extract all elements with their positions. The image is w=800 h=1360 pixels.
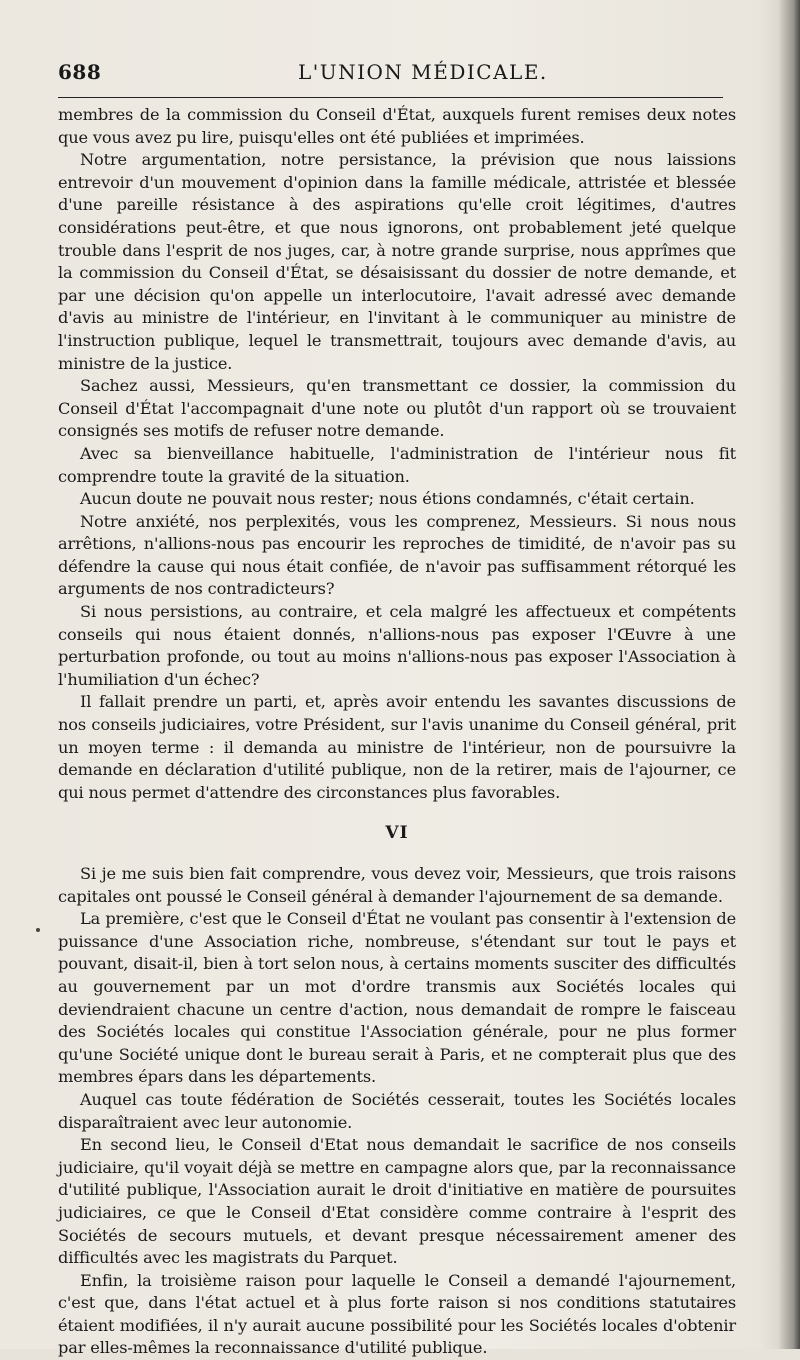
paragraph: Enfin, la troisième raison pour laquelle le Conseil a demandé l'ajournement, c'est que, dans l'état actuel et à plus forte raison si nos conditions statutaires étaient modifiées, il n'y aurait aucune possibilité pour les Sociétés locales d'obtenir par elles-mêmes la reconnaissance d'utilité publique. bbox=[58, 1270, 736, 1358]
paragraph: Si nous persistions, au contraire, et cela malgré les affectueux et compétents conseils qui nous étaient donnés, n'allions-nous pas exposer l'Œuvre à une perturbation profonde, ou tout au moins n'allions-nous pas exposer l'Association à l'humiliation d'un échec? bbox=[58, 602, 736, 689]
paragraphs-before-section bbox=[58, 104, 736, 804]
paragraph: Auquel cas toute fédération de Sociétés cesserait, toutes les Sociétés locales disparaîtraient avec leur autonomie. bbox=[58, 1089, 736, 1132]
paragraph: Si je me suis bien fait comprendre, vous devez voir, Messieurs, que trois raisons capitales ont poussé le Conseil général à demander l'ajournement de sa demande. bbox=[58, 864, 736, 906]
paragraph: Notre argumentation, notre persistance, la prévision que nous laissions entrevoir d'un mouvement d'opinion dans la famille médicale, attristée et blessée d'une pareille résistance à des aspirations qu'elle croit légitimes, d'autres considérations peut-être, et que nous ignorons, ont probablement jeté quelque trouble dans l'esprit de nos juges, car, à notre grande surprise, nous apprîmes que la commission du Conseil d'État, se désaisissant du dossier de notre demande, et par une décision qu'on appelle un interlocutoire, l'avait adressé avec demande d'avis au ministre de l'intérieur, en l'invitant à le communiquer au ministre de l'instruction publique, lequel le transmettrait, toujours avec demande d'avis, au ministre de la justice. bbox=[58, 150, 736, 373]
paragraph: En second lieu, le Conseil d'Etat nous demandait le sacrifice de nos conseils judiciaire, qu'il voyait déjà se mettre en campagne alors que, par la reconnaissance d'utilité publique, l'Association aurait le droit d'initiative en matière de poursuites judiciaires, ce que le Conseil d'Etat considère comme contraire à l'esprit des Sociétés de secours mutuels, et devant presque nécessairement amener des difficultés avec les magistrats du Parquet. bbox=[58, 1135, 736, 1268]
page-edge-shadow bbox=[778, 0, 800, 1349]
article-body bbox=[58, 104, 736, 1360]
paragraph: Notre anxiété, nos perplexités, vous les comprenez, Messieurs. Si nous nous arrêtions, n'allions-nous pas encourir les reproches de timidité, de n'avoir pas su défendre la cause qui nous était confiée, de n'avoir pas suffisamment rétorqué les arguments de nos contradicteurs? bbox=[58, 511, 736, 599]
page-number: 688 bbox=[58, 60, 102, 84]
paragraph: Aucun doute ne pouvait nous rester; nous étions condamnés, c'était certain. bbox=[80, 489, 695, 509]
paragraph: La première, c'est que le Conseil d'État ne voulant pas consentir à l'extension de puissance d'une Association riche, nombreuse, s'étendant sur tout le pays et pouvant, disait-il, bien à tort selon nous, à certains moments susciter des difficultés au gouvernement par un mot d'ordre transmis aux Sociétés locales qui deviendraient chacune un centre d'action, nous demandait de rompre le faisceau des Sociétés locales qui constitue l'Association générale, pour ne plus former qu'une Société unique dont le bureau serait à Paris, et ne compterait plus que des membres épars dans les départements. bbox=[58, 909, 736, 1087]
margin-speck bbox=[36, 928, 40, 932]
page-header bbox=[58, 60, 723, 88]
paragraphs-after-section bbox=[58, 863, 736, 1360]
paragraph: Avec sa bienveillance habituelle, l'administration de l'intérieur nous fit comprendre toute la gravité de la situation. bbox=[58, 443, 736, 486]
paragraph: membres de la commission du Conseil d'État, auxquels furent remises deux notes que vous avez pu lire, puisqu'elles ont été publiées et imprimées. bbox=[58, 105, 736, 147]
paragraph: Sachez aussi, Messieurs, qu'en transmettant ce dossier, la commission du Conseil d'État l'accompagnait d'une note ou plutôt d'un rapport où se trouvaient consignés ses motifs de refuser notre demande. bbox=[58, 376, 736, 441]
paragraph: Il fallait prendre un parti, et, après avoir entendu les savantes discussions de nos conseils judiciaires, votre Président, sur l'avis unanime du Conseil général, prit un moyen terme : il demanda au ministre de l'intérieur, non de poursuivre la demande en déclaration d'utilité publique, non de la retirer, mais de l'ajourner, ce qui nous permet d'attendre des circonstances plus favorables. bbox=[58, 692, 736, 802]
running-head: L'UNION MÉDICALE. bbox=[298, 60, 548, 84]
header-rule bbox=[58, 97, 723, 98]
section-heading: VI bbox=[385, 823, 409, 844]
